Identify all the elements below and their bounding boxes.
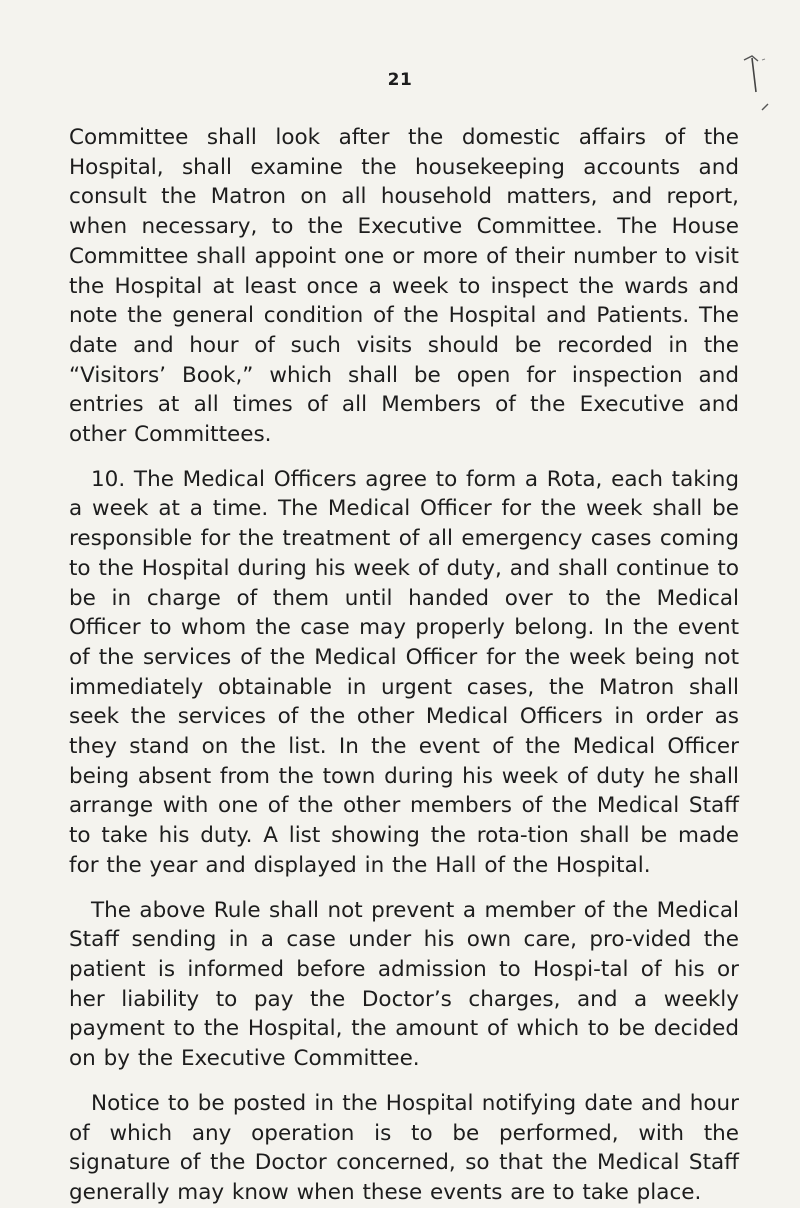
- body-text: [69, 123, 739, 1208]
- paragraph-house-committee: Committee shall look after the domestic affairs of the Hospital, shall examine the housekeeping accounts and consult the Matron on all household matters, and report, when necessary, to the Executive Committee. The House Committee shall appoint one or more of their number to visit the Hospital at least once a week to inspect the wards and note the general condition of the Hospital and Patients. The date and hour of such visits should be recorded in the “Visitors’ Book,” which shall be open for inspection and entries at all times of all Members of the Executive and other Committees.: [69, 125, 739, 448]
- paragraph-rule-10: 10. The Medical Officers agree to form a Rota, each taking a week at a time. The Medical Officer for the week shall be responsible for the treatment of all emergency cases coming to the Hospital during his week of duty, and shall continue to be in charge of them until handed over to the Medical Officer to whom the case may properly belong. In the event of the services of the Medical Officer for the week being not immediately obtainable in urgent cases, the Matron shall seek the services of the other Medical Officers in order as they stand on the list. In the event of the Medical Officer being absent from the town during his week of duty he shall arrange with one of the other members of the Medical Staff to take his duty. A list showing the rota-tion shall be made for the year and displayed in the Hall of the Hospital.: [69, 466, 739, 878]
- page-number: 21: [387, 70, 413, 90]
- corner-pencil-mark: [732, 52, 772, 112]
- paragraph-operation-notice: Notice to be posted in the Hospital notifying date and hour of which any operation is to be performed, with the signature of the Doctor concerned, so that the Medical Staff generally may know when these events are to take place.: [69, 1090, 739, 1205]
- paragraph-rule-exception: The above Rule shall not prevent a member of the Medical Staff sending in a case under his own care, pro-vided the patient is informed before admission to Hospi-tal of his or her liability to pay the Doctor’s charges, and a weekly payment to the Hospital, the amount of which to be decided on by the Executive Committee.: [69, 897, 739, 1072]
